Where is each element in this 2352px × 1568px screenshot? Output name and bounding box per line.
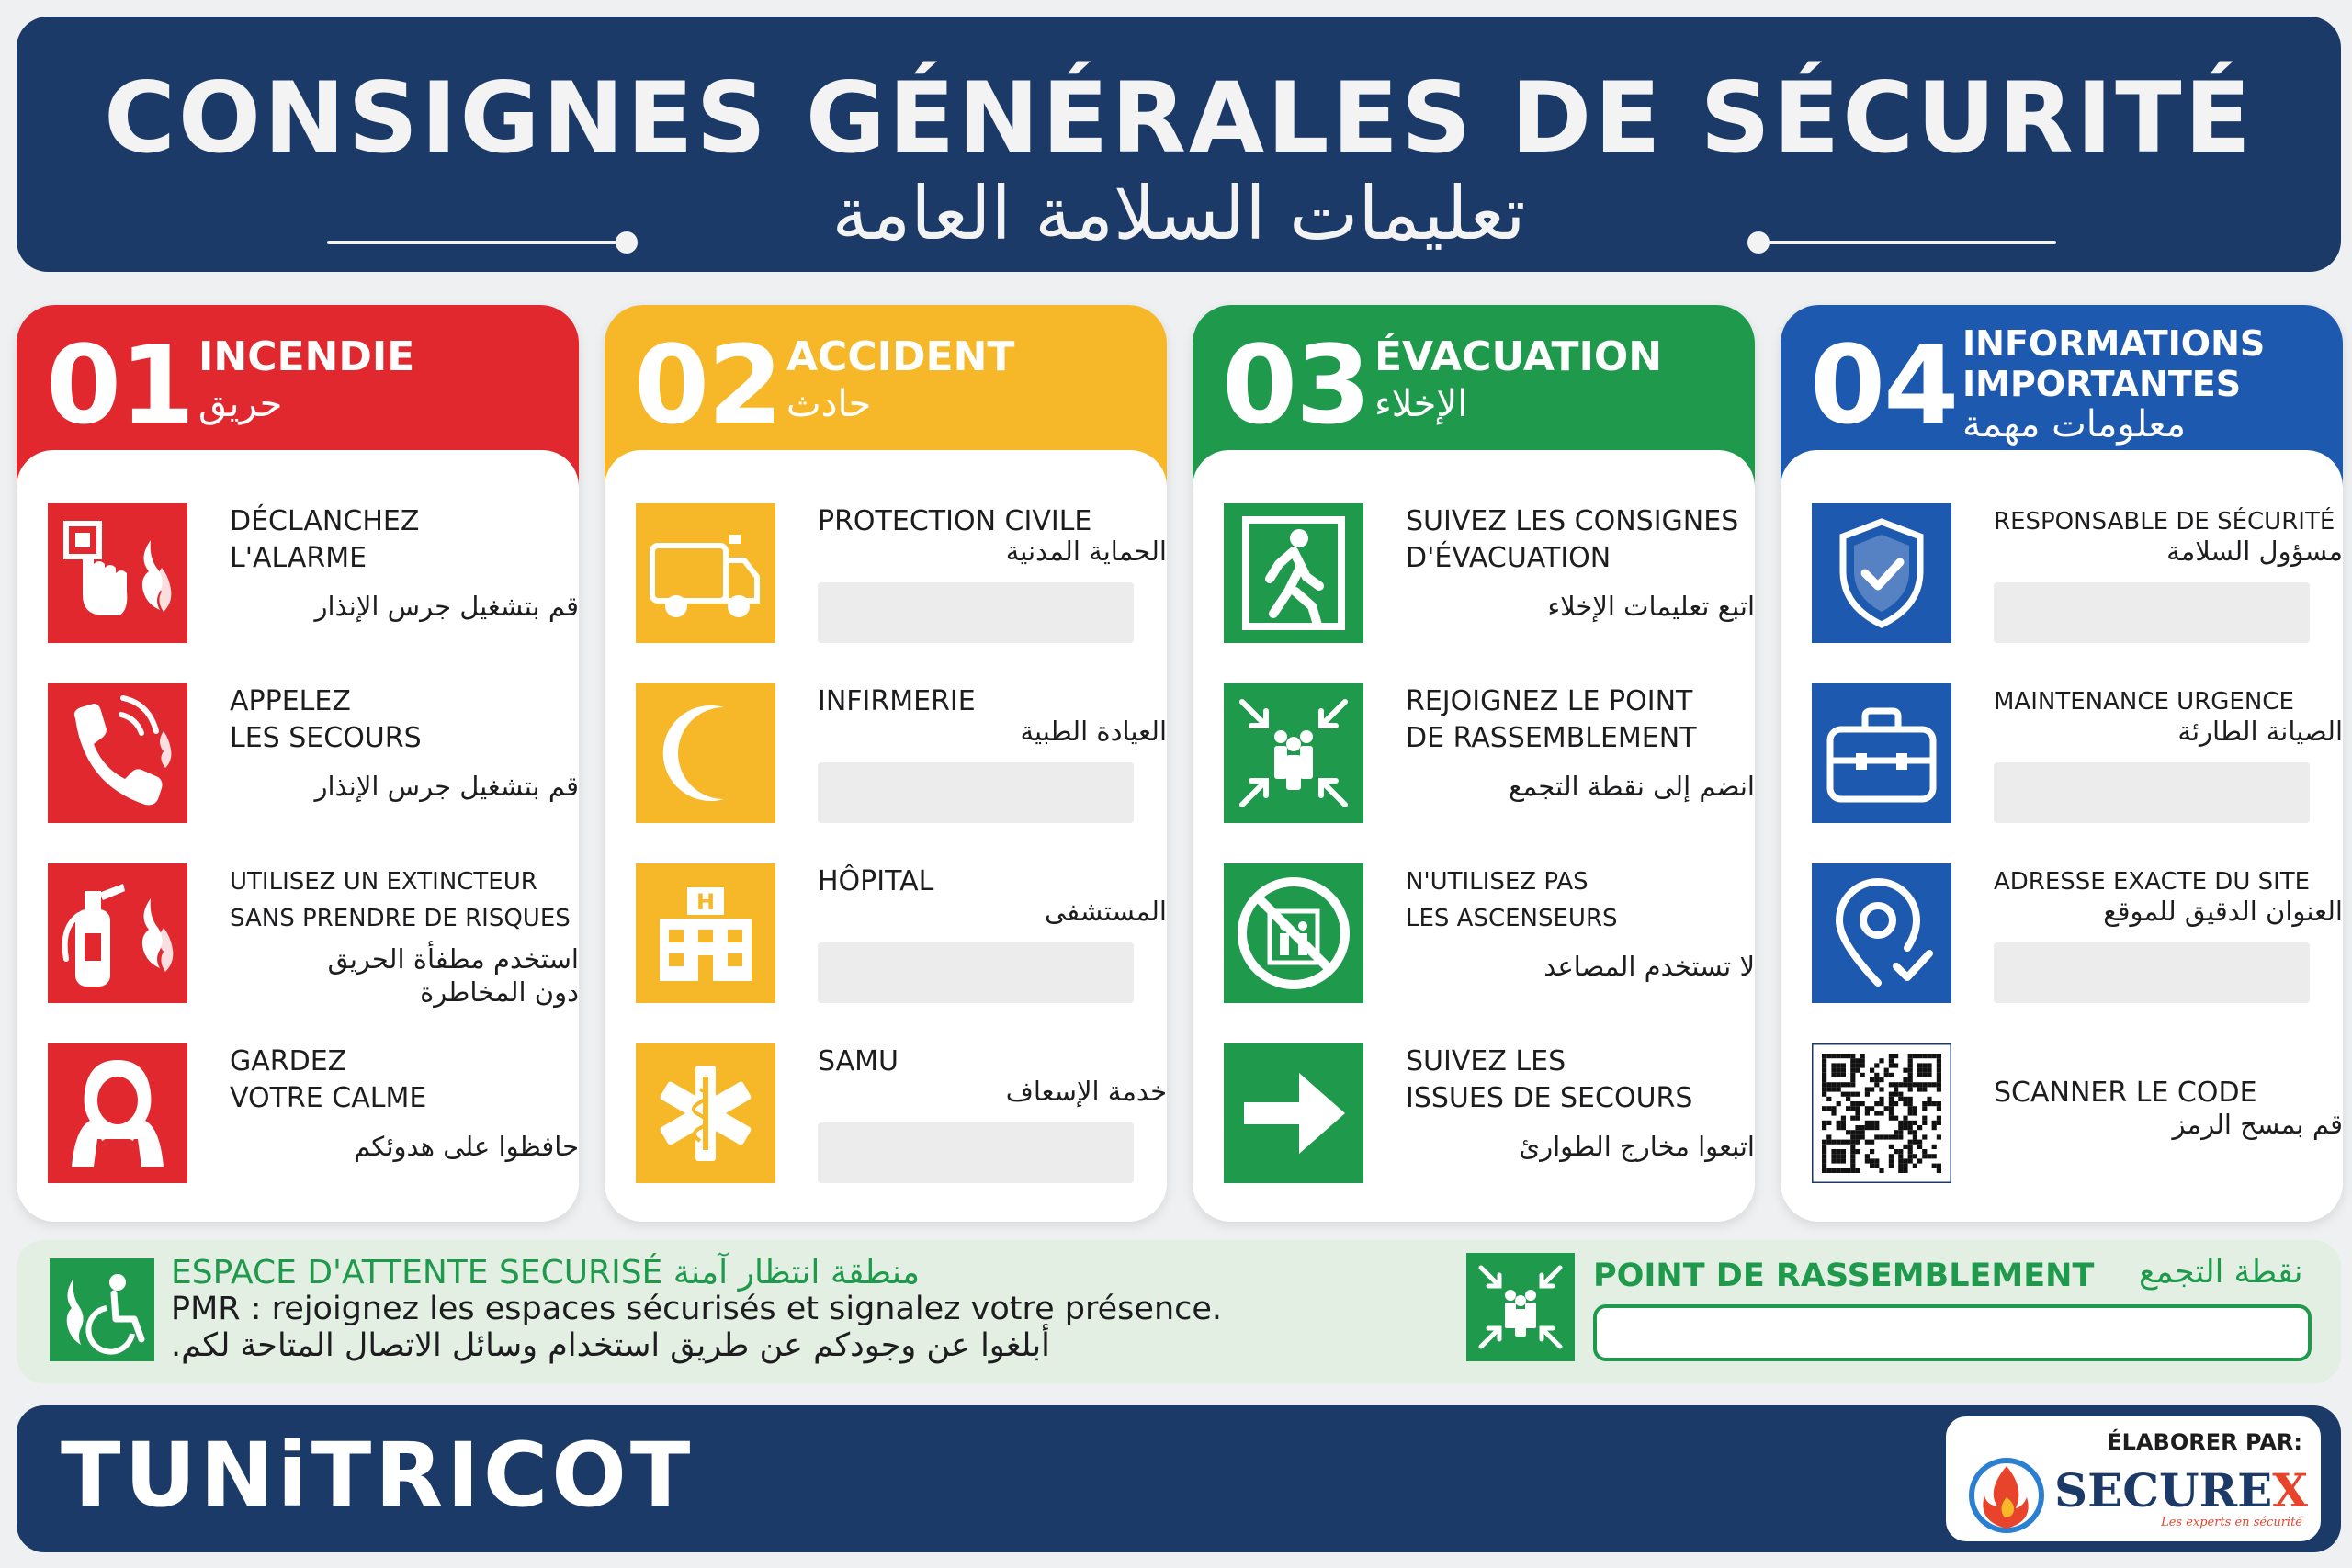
card-accident (605, 305, 1167, 1222)
phone-number-field[interactable] (818, 942, 1134, 1003)
row-label-fr: DÉCLANCHEZ L'ALARME (230, 505, 420, 574)
header-divider-left (327, 241, 621, 244)
list-item (48, 683, 579, 830)
row-label-ar: حافظوا على هدوئكم (354, 1131, 579, 1162)
card-body (17, 450, 579, 1222)
row-label-fr: GARDEZ VOTRE CALME (230, 1045, 427, 1114)
partner-name: SECUREX (2054, 1463, 2309, 1517)
assembly-point-title: POINT DE RASSEMBLEMENT (1593, 1258, 2095, 1294)
row-label-ar: قم بتشغيل جرس الإنذار (314, 771, 579, 802)
card-title: ACCIDENT (786, 333, 1015, 380)
row-label-fr: SUIVEZ LES ISSUES DE SECOURS (1406, 1045, 1693, 1114)
toolbox-icon (1812, 683, 1951, 823)
list-item (1812, 1043, 2343, 1190)
header-divider-dot-left (616, 231, 638, 254)
emergency-exit-icon (1224, 503, 1363, 643)
assembly-point-field[interactable] (1593, 1304, 2312, 1361)
fire-alarm-icon (48, 503, 187, 643)
qr-code-icon[interactable] (1812, 1043, 1951, 1183)
row-label-fr: N'UTILISEZ PAS LES ASCENSEURS (1406, 868, 1618, 932)
row-label-ar: مسؤول السلامة (2166, 536, 2343, 567)
row-label-fr: SUIVEZ LES CONSIGNES D'ÉVACUATION (1406, 505, 1739, 574)
list-item (1224, 683, 1755, 830)
star-of-life-icon (636, 1043, 775, 1183)
row-label-ar: العيادة الطبية (1020, 716, 1167, 747)
contact-field[interactable] (1994, 582, 2310, 643)
row-label-ar: العنوان الدقيق للموقع (2103, 896, 2343, 927)
stay-calm-person-icon (48, 1043, 187, 1183)
company-logo: TUNiTRICOT (61, 1424, 695, 1527)
row-label-fr: REJOIGNEZ LE POINT DE RASSEMBLEMENT (1406, 685, 1697, 754)
list-item (636, 1043, 1167, 1190)
header-divider-dot-right (1747, 231, 1770, 254)
list-item (1812, 683, 2343, 830)
card-number: 02 (634, 321, 782, 448)
assembly-point-title-ar: نقطة التجمع (2139, 1254, 2303, 1291)
card-evacuation (1193, 305, 1755, 1222)
civil-protection-truck-icon (636, 503, 775, 643)
row-label-fr: APPELEZ LES SECOURS (230, 685, 422, 754)
card-number: 04 (1810, 321, 1958, 448)
header-banner (17, 17, 2341, 272)
row-label-fr: INFIRMERIE (818, 685, 976, 717)
list-item (1812, 863, 2343, 1010)
card-body (605, 450, 1167, 1222)
partner-logo-box (1946, 1416, 2321, 1541)
footer (17, 1405, 2341, 1552)
list-item (48, 863, 579, 1010)
address-field[interactable] (1994, 942, 2310, 1003)
list-item (636, 863, 1167, 1010)
page-title: CONSIGNES GÉNÉRALES DE SÉCURITÉ (104, 62, 2254, 175)
location-pin-icon (1812, 863, 1951, 1003)
header-divider-right (1753, 241, 2056, 244)
card-body (1193, 450, 1755, 1222)
safe-waiting-area-title: ESPACE D'ATTENTE SECURISÉ منطقة انتظار آمنة (171, 1254, 921, 1292)
hospital-icon (636, 863, 775, 1003)
row-label-ar: لا تستخدم المصاعد (1544, 951, 1755, 982)
card-title: INCENDIE (198, 333, 415, 380)
row-label-ar: استخدم مطفأة الحريق دون المخاطرة (327, 943, 579, 1008)
card-title-ar: الإخلاء (1374, 383, 1468, 425)
no-elevator-icon (1224, 863, 1363, 1003)
phone-number-field[interactable] (818, 582, 1134, 643)
assembly-point-icon (1224, 683, 1363, 823)
pmr-instructions: PMR : rejoignez les espaces sécurisés et signalez votre présence. (171, 1291, 1223, 1327)
card-incendie (17, 305, 579, 1222)
list-item (48, 503, 579, 650)
card-informations (1781, 305, 2343, 1222)
card-body (1781, 450, 2343, 1222)
row-label-ar: انضم إلى نقطة التجمع (1509, 771, 1755, 802)
contact-field[interactable] (1994, 762, 2310, 823)
row-label-ar: قم بمسح الرمز (2172, 1109, 2343, 1140)
list-item (1224, 863, 1755, 1010)
row-label-ar: اتبع تعليمات الإخلاء (1547, 591, 1755, 622)
phone-number-field[interactable] (818, 762, 1134, 823)
row-label-fr: PROTECTION CIVILE (818, 505, 1092, 537)
list-item (636, 683, 1167, 830)
fire-extinguisher-icon (48, 863, 187, 1003)
card-number: 03 (1222, 321, 1370, 448)
card-title-ar: معلومات مهمة (1962, 403, 2187, 446)
card-title-ar: حريق (198, 383, 283, 425)
phone-number-field[interactable] (818, 1122, 1134, 1183)
assembly-point-icon (1466, 1253, 1575, 1361)
list-item (48, 1043, 579, 1190)
row-label-fr: UTILISEZ UN EXTINCTEUR SANS PRENDRE DE RISQUES (230, 868, 571, 932)
flame-logo-icon (1966, 1455, 2047, 1534)
crescent-icon (636, 683, 775, 823)
row-label-ar: اتبعوا مخارج الطوارئ (1519, 1131, 1755, 1162)
row-label-ar: الحماية المدنية (1005, 536, 1167, 567)
page-subtitle-ar: تعليمات السلامة العامة (831, 171, 1526, 256)
emergency-phone-icon (48, 683, 187, 823)
row-label-fr: RESPONSABLE DE SÉCURITÉ (1994, 508, 2335, 536)
svg-text:H: H (695, 889, 716, 915)
list-item (1224, 1043, 1755, 1190)
made-by-label: ÉLABORER PAR: (2107, 1429, 2302, 1455)
partner-tagline: Les experts en sécurité (2161, 1516, 2302, 1529)
assembly-banner (17, 1240, 2341, 1383)
list-item (1812, 503, 2343, 650)
row-label-fr: MAINTENANCE URGENCE (1994, 688, 2294, 716)
list-item (1224, 503, 1755, 650)
row-label-ar: الصيانة الطارئة (2177, 716, 2343, 747)
card-title: INFORMATIONS IMPORTANTES (1962, 323, 2266, 404)
security-shield-icon (1812, 503, 1951, 643)
card-title: ÉVACUATION (1374, 333, 1663, 380)
card-title-ar: حادث (786, 383, 872, 425)
row-label-ar: خدمة الإسعاف (1005, 1076, 1167, 1107)
row-label-fr: SCANNER LE CODE (1994, 1077, 2257, 1109)
list-item (636, 503, 1167, 650)
row-label-ar: قم بتشغيل جرس الإنذار (314, 591, 579, 622)
row-label-fr: HÔPITAL (818, 865, 934, 897)
pmr-instructions-ar: أبلغوا عن وجودكم عن طريق استخدام وسائل الاتصال المتاحة لكم. (171, 1327, 1050, 1364)
accessibility-icon (50, 1258, 154, 1361)
card-number: 01 (46, 321, 194, 448)
row-label-fr: ADRESSE EXACTE DU SITE (1994, 868, 2311, 896)
row-label-ar: المستشفى (1045, 896, 1167, 927)
arrow-right-icon (1224, 1043, 1363, 1183)
row-label-fr: SAMU (818, 1045, 899, 1077)
